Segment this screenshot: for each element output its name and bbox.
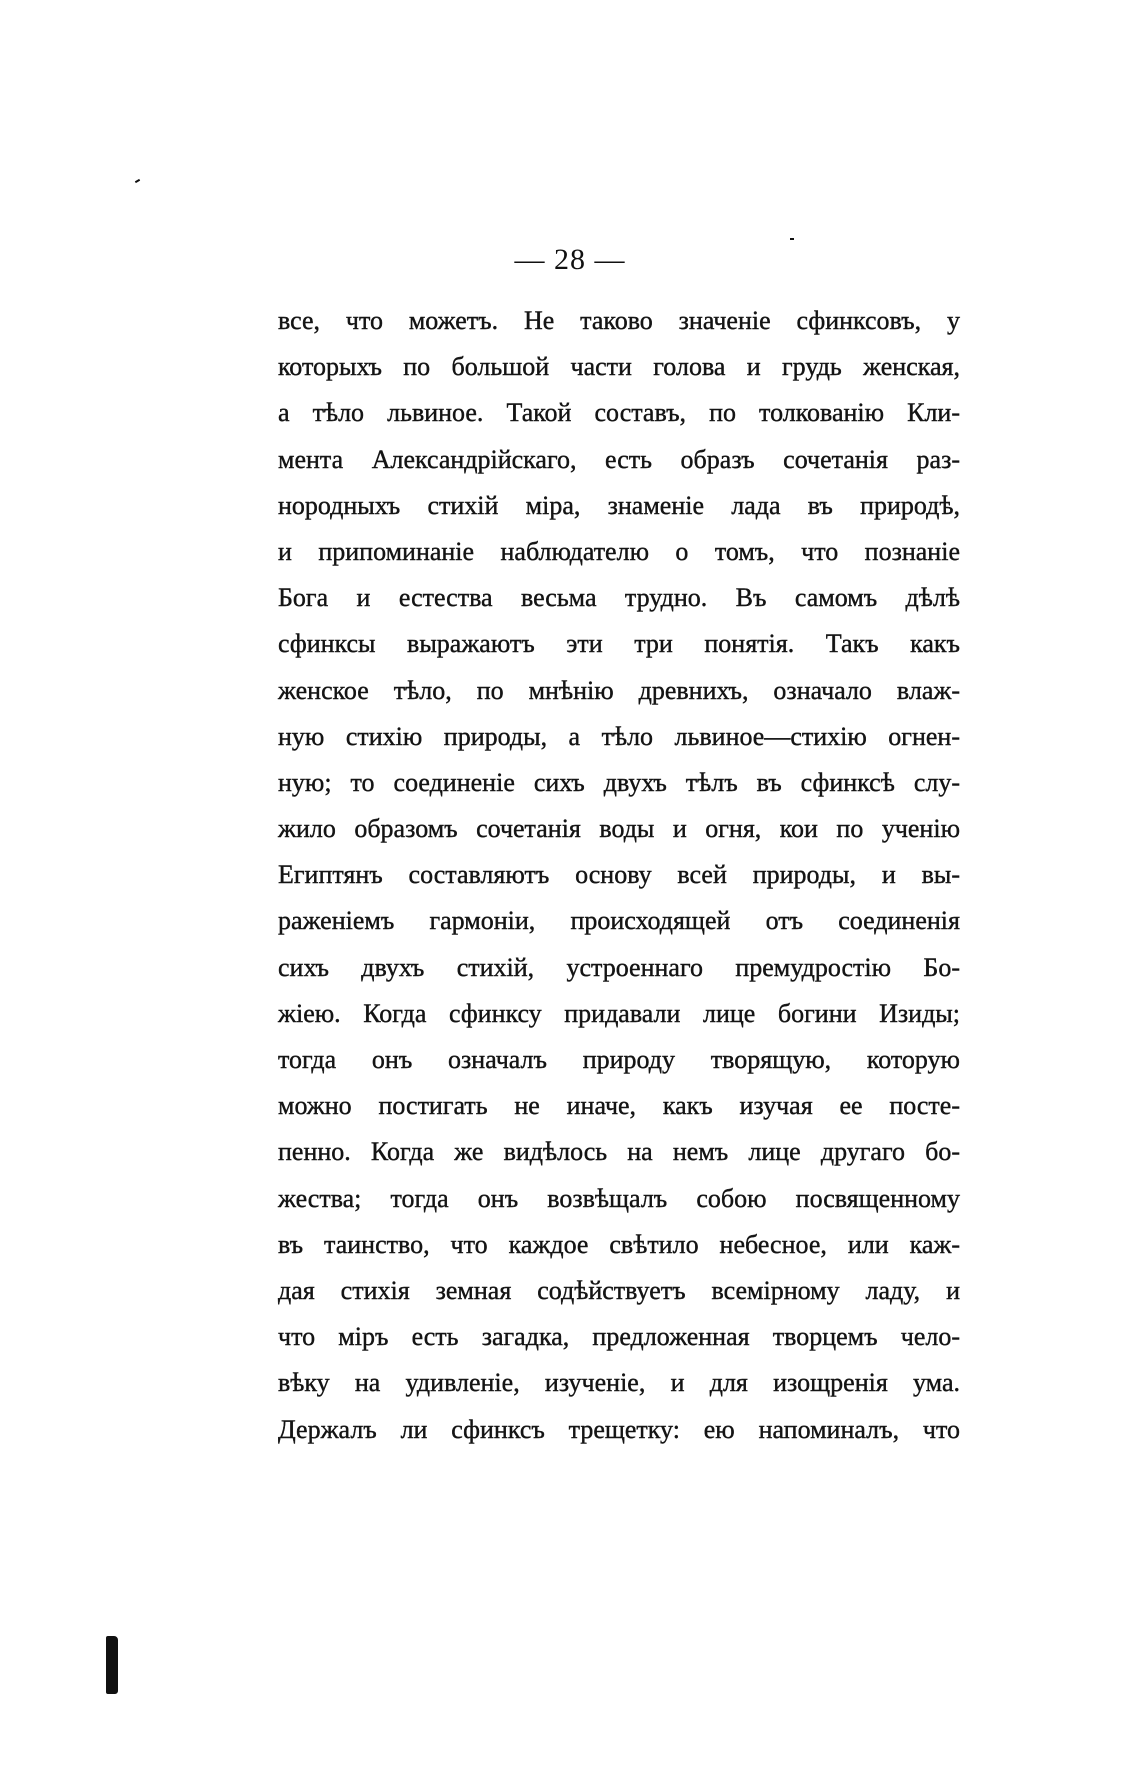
text-line: Держалъ ли сфинксъ трещетку: ею напоминалъ, что — [278, 1414, 960, 1444]
scan-edge-mark — [106, 1636, 118, 1694]
text-line: ную; то соединеніе сихъ двухъ тѣлъ въ сфинксѣ слу- — [278, 767, 960, 797]
text-line: нородныхъ стихій міра, знаменіе лада въ природѣ, — [278, 490, 960, 520]
text-line: Бога и естества весьма трудно. Въ самомъ дѣлѣ — [278, 583, 960, 613]
text-line: а тѣло львиное. Такой составъ, по толкованію Кли- — [278, 398, 960, 428]
text-line: что міръ есть загадка, предложенная творцемъ чело- — [278, 1322, 960, 1352]
text-line: мента Александрійскаго, есть образъ сочетанія раз- — [278, 444, 960, 474]
text-line: дая стихія земная содѣйствуетъ всемірному ладу, и — [278, 1275, 960, 1305]
text-line: все, что можетъ. Не таково значеніе сфинксовъ, у — [278, 306, 960, 335]
body-text — [278, 298, 960, 1453]
text-line: жіею. Когда сфинксу придавали лице богини Изиды; — [278, 998, 960, 1028]
text-line: женское тѣло, по мнѣнію древнихъ, означало влаж- — [278, 675, 960, 705]
text-line: которыхъ по большой части голова и грудь женская, — [278, 352, 960, 382]
text-line: жило образомъ сочетанія воды и огня, кои по ученію — [278, 814, 960, 844]
text-line: сфинксы выражаютъ эти три понятія. Такъ какъ — [278, 629, 960, 659]
text-line: въ таинство, что каждое свѣтило небесное, или каж- — [278, 1229, 960, 1259]
text-line: ную стихію природы, а тѣло львиное—стихію огнен- — [278, 721, 960, 751]
text-line: пенно. Когда же видѣлось на немъ лице другаго бо- — [278, 1137, 960, 1167]
scan-speck-mark — [790, 238, 794, 240]
text-line: тогда онъ означалъ природу творящую, которую — [278, 1045, 960, 1074]
text-line: жества; тогда онъ возвѣщалъ собою посвященному — [278, 1183, 960, 1213]
scan-speck-mark — [135, 179, 140, 183]
text-line: и припоминаніе наблюдателю о томъ, что познаніе — [278, 536, 960, 566]
text-line: вѣку на удивленіе, изученіе, и для изощренія ума. — [278, 1368, 960, 1398]
text-line: раженіемъ гармоніи, происходящей отъ соединенія — [278, 906, 960, 936]
page-number: — 28 — — [514, 243, 626, 276]
text-line: Египтянъ составляютъ основу всей природы, и вы- — [278, 860, 960, 890]
text-line: можно постигать не иначе, какъ изучая ее посте- — [278, 1091, 960, 1121]
text-line: сихъ двухъ стихій, устроеннаго премудростію Бо- — [278, 952, 960, 982]
